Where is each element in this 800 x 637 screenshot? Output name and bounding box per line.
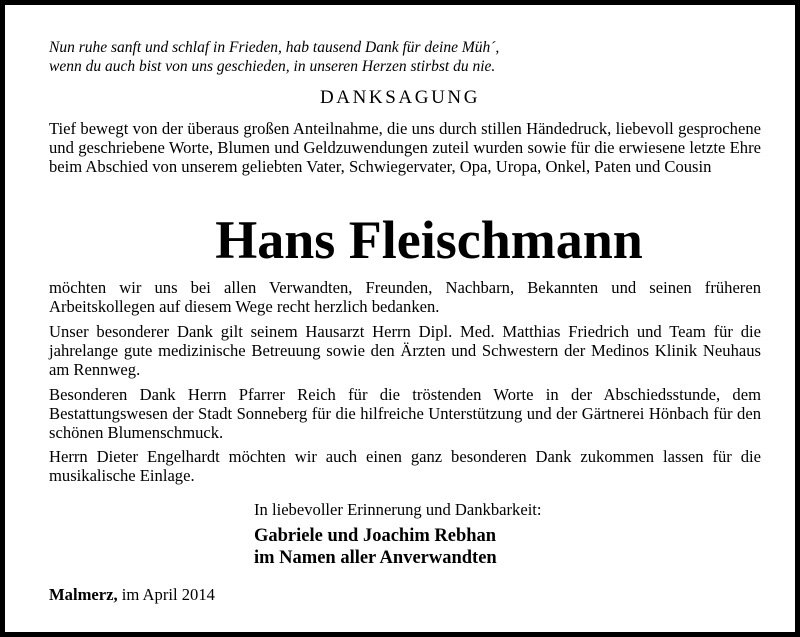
notice-date: im April 2014	[121, 585, 215, 604]
thanks-paragraph-1: möchten wir uns bei allen Verwandten, Freunden, Nachbarn, Bekannten und seinen früheren Arbeitskollegen auf diesem Wege recht herzlich bedanken.	[49, 278, 761, 316]
signer-line-2: im Namen aller Anverwandten	[254, 548, 497, 568]
deceased-name: Hans Fleischmann	[215, 210, 643, 270]
closing-line: In liebevoller Erinnerung und Dankbarkeit:	[254, 500, 542, 519]
place-town: Malmerz,	[49, 585, 118, 604]
thanks-paragraph-3: Besonderen Dank Herrn Pfarrer Reich für die tröstenden Worte in der Abschiedsstunde, dem Bestattungswesen der Stadt Sonneberg für die hilfreiche Unterstützung und der Gärtnerei Hönbach für den schönen Blumenschmuck.	[49, 385, 761, 442]
poem	[49, 38, 499, 76]
heading: DANKSAGUNG	[319, 87, 481, 108]
poem-line-1: Nun ruhe sanft und schlaf in Frieden, hab tausend Dank für deine Müh´,	[49, 39, 500, 56]
intro-paragraph: Tief bewegt von der überaus großen Anteilnahme, die uns durch stillen Händedruck, liebevoll gesprochene und geschriebene Worte, Blumen und Geldzuwendungen zuteil wurden sowie für die erwiesene letzte Ehre beim Abschied von unserem geliebten Vater, Schwiegervater, Opa, Uropa, Onkel, Paten und Cousin	[49, 119, 761, 176]
place-date	[49, 585, 215, 604]
poem-line-2: wenn du auch bist von uns geschieden, in unseren Herzen stirbst du nie.	[49, 58, 496, 75]
thanks-paragraph-2: Unser besonderer Dank gilt seinem Hausarzt Herrn Dipl. Med. Matthias Friedrich und Team für die jahrelange gute medizinische Betreuung sowie den Ärzten und Schwestern der Medinos Klinik Neuhaus am Rennweg.	[49, 322, 761, 379]
signer-line-1: Gabriele und Joachim Rebhan	[254, 526, 497, 546]
thanks-paragraph-4: Herrn Dieter Engelhardt möchten wir auch einen ganz besonderen Dank zukommen lassen für die musikalische Einlage.	[49, 447, 761, 485]
